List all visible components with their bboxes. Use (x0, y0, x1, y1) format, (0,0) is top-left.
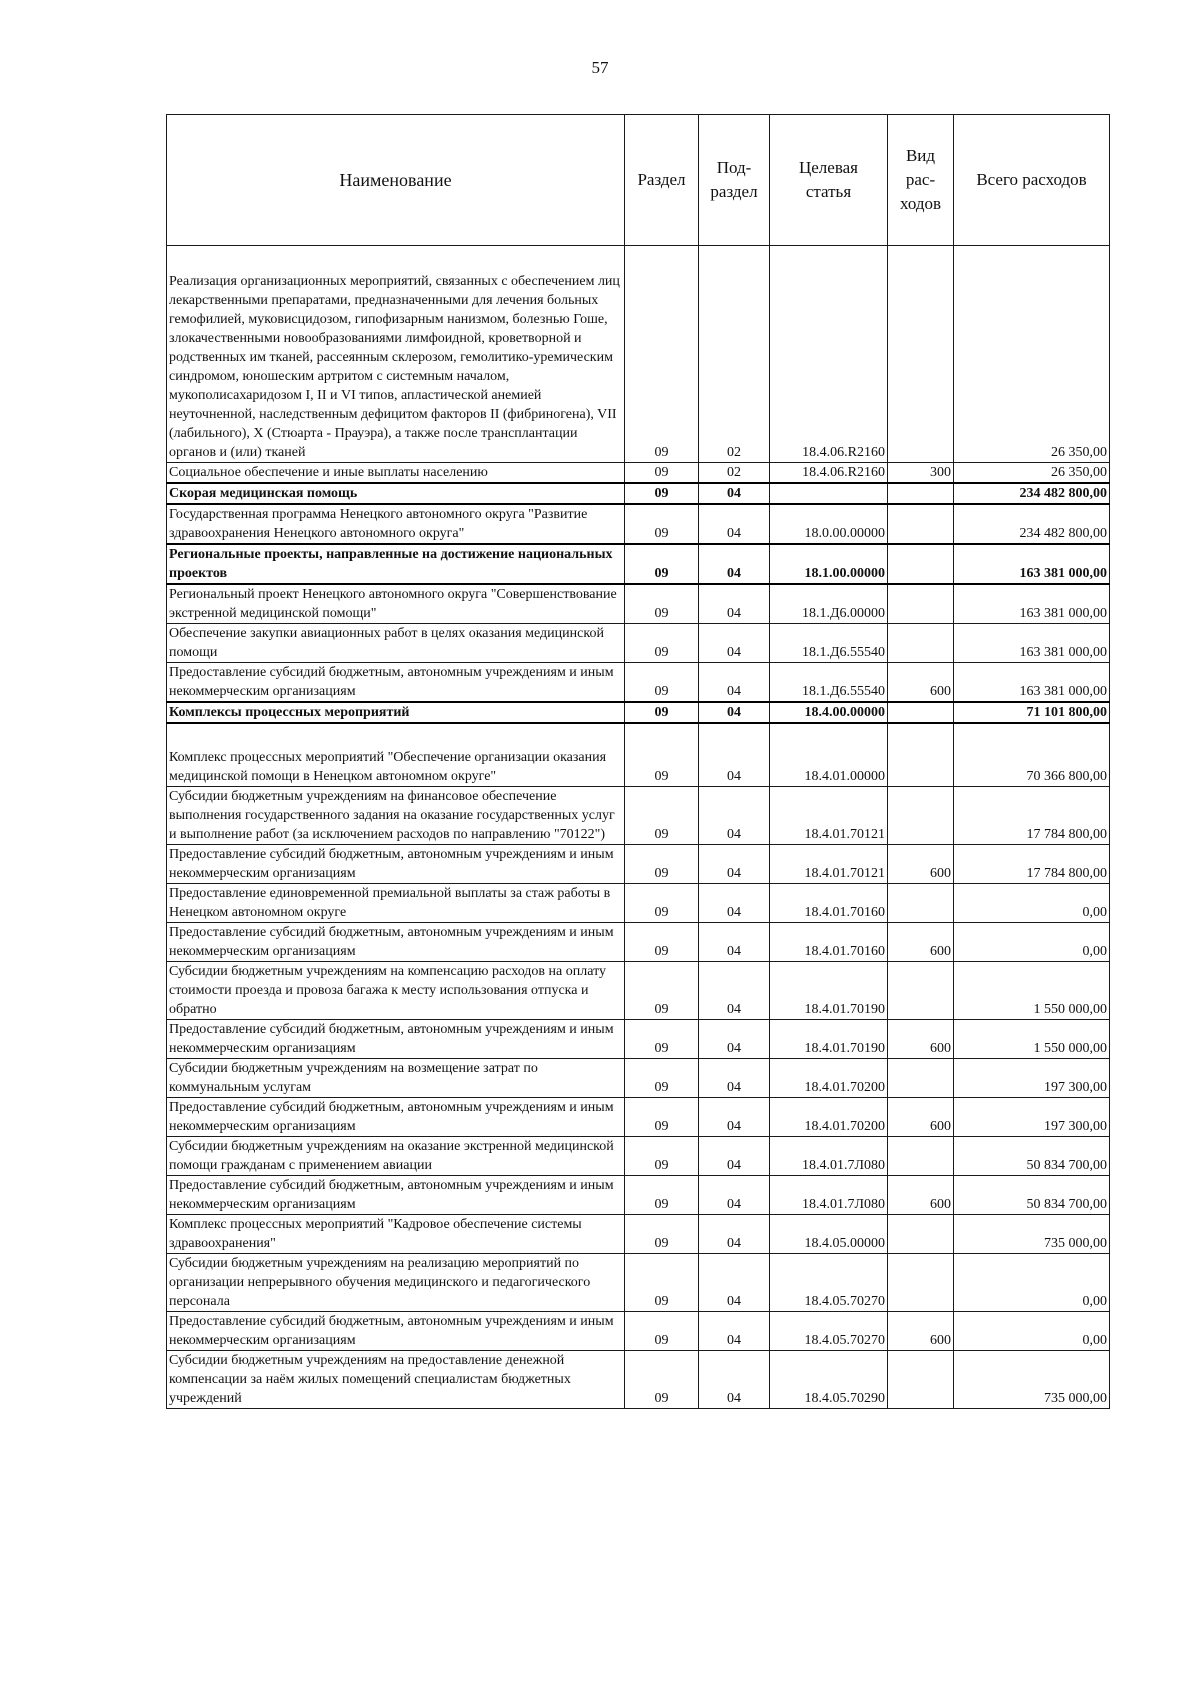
row-name-cell: Региональные проекты, направленные на достижение национальных проектов (167, 544, 625, 584)
row-expense-type-cell: 300 (888, 463, 954, 484)
table-row (167, 884, 1110, 923)
table-row (167, 463, 1110, 484)
row-expense-type-cell (888, 584, 954, 624)
row-article-cell: 18.4.01.7Л080 (770, 1137, 888, 1176)
row-section-cell: 09 (625, 1351, 699, 1409)
table-row (167, 1020, 1110, 1059)
row-article-cell: 18.4.06.R2160 (770, 463, 888, 484)
header-subsection: Под- раздел (699, 115, 770, 246)
row-name-cell: Комплекс процессных мероприятий "Обеспечение организации оказания медицинской помощи в Ненецком автономном округе" (167, 723, 625, 787)
row-total-cell: 163 381 000,00 (954, 584, 1110, 624)
table-row (167, 544, 1110, 584)
row-expense-type-cell (888, 504, 954, 544)
row-expense-type-cell: 600 (888, 1176, 954, 1215)
row-name-cell: Предоставление субсидий бюджетным, автономным учреждениям и иным некоммерческим организациям (167, 845, 625, 884)
row-total-cell: 50 834 700,00 (954, 1176, 1110, 1215)
row-total-cell: 163 381 000,00 (954, 544, 1110, 584)
row-expense-type-cell (888, 246, 954, 463)
row-article-cell: 18.4.01.70200 (770, 1059, 888, 1098)
row-section-cell: 09 (625, 1059, 699, 1098)
table-row (167, 1215, 1110, 1254)
row-subsection-cell: 04 (699, 1059, 770, 1098)
table-row (167, 1176, 1110, 1215)
table-row (167, 702, 1110, 723)
row-total-cell: 1 550 000,00 (954, 962, 1110, 1020)
row-total-cell: 17 784 800,00 (954, 787, 1110, 845)
row-subsection-cell: 04 (699, 1312, 770, 1351)
row-section-cell: 09 (625, 584, 699, 624)
row-total-cell: 234 482 800,00 (954, 504, 1110, 544)
row-section-cell: 09 (625, 1020, 699, 1059)
row-section-cell: 09 (625, 1312, 699, 1351)
row-total-cell: 17 784 800,00 (954, 845, 1110, 884)
row-article-cell: 18.4.05.70290 (770, 1351, 888, 1409)
row-section-cell: 09 (625, 1215, 699, 1254)
row-subsection-cell: 04 (699, 504, 770, 544)
row-name-cell: Социальное обеспечение и иные выплаты населению (167, 463, 625, 484)
row-article-cell: 18.4.06.R2160 (770, 246, 888, 463)
row-total-cell: 735 000,00 (954, 1215, 1110, 1254)
row-section-cell: 09 (625, 624, 699, 663)
row-subsection-cell: 04 (699, 923, 770, 962)
row-name-cell: Предоставление субсидий бюджетным, автономным учреждениям и иным некоммерческим организациям (167, 1098, 625, 1137)
row-subsection-cell: 04 (699, 483, 770, 504)
row-total-cell: 163 381 000,00 (954, 624, 1110, 663)
row-expense-type-cell (888, 962, 954, 1020)
row-name-cell: Субсидии бюджетным учреждениям на реализацию мероприятий по организации непрерывного обучения медицинского и педагогического персонала (167, 1254, 625, 1312)
table-header-row (167, 115, 1110, 246)
row-subsection-cell: 04 (699, 787, 770, 845)
row-section-cell: 09 (625, 1176, 699, 1215)
row-expense-type-cell (888, 787, 954, 845)
row-article-cell: 18.4.01.70190 (770, 962, 888, 1020)
header-target-article: Целевая статья (770, 115, 888, 246)
page-number: 57 (591, 58, 609, 77)
header-name: Наименование (167, 115, 625, 246)
row-section-cell: 09 (625, 702, 699, 723)
row-subsection-cell: 04 (699, 1176, 770, 1215)
row-expense-type-cell: 600 (888, 1098, 954, 1137)
header-section: Раздел (625, 115, 699, 246)
row-section-cell: 09 (625, 463, 699, 484)
table-row (167, 923, 1110, 962)
row-section-cell: 09 (625, 1137, 699, 1176)
row-subsection-cell: 04 (699, 702, 770, 723)
row-name-cell: Субсидии бюджетным учреждениям на оказание экстренной медицинской помощи гражданам с применением авиации (167, 1137, 625, 1176)
row-total-cell: 0,00 (954, 923, 1110, 962)
row-subsection-cell: 04 (699, 584, 770, 624)
row-expense-type-cell (888, 1137, 954, 1176)
row-name-cell: Субсидии бюджетным учреждениям на возмещение затрат по коммунальным услугам (167, 1059, 625, 1098)
row-article-cell: 18.4.05.00000 (770, 1215, 888, 1254)
row-section-cell: 09 (625, 845, 699, 884)
row-expense-type-cell (888, 483, 954, 504)
row-article-cell: 18.1.00.00000 (770, 544, 888, 584)
budget-table (166, 114, 1110, 1409)
row-name-cell: Субсидии бюджетным учреждениям на предоставление денежной компенсации за наём жилых помещений специалистам бюджетных учреждений (167, 1351, 625, 1409)
row-expense-type-cell: 600 (888, 923, 954, 962)
row-name-cell: Реализация организационных мероприятий, связанных с обеспечением лиц лекарственными препаратами, предназначенными для лечения больных гемофилией, муковисцидозом, гипофизарным нанизмом, болезнью Гоше, злокачественными новообразованиями лимфоидной, кроветворной и родственных им тканей, рассеянным склерозом, гемолитико-уремическим синдромом, юношеским артритом с системным началом, мукополисахаридозом I, II и VI типов, апластической анемией неуточненной, наследственным дефицитом факторов II (фибриногена), VII (лабильного), X (Стюарта - Прауэра), а также после трансплантации органов и (или) тканей (167, 246, 625, 463)
row-expense-type-cell: 600 (888, 663, 954, 703)
row-article-cell: 18.4.00.00000 (770, 702, 888, 723)
table-row (167, 624, 1110, 663)
row-section-cell: 09 (625, 483, 699, 504)
row-expense-type-cell: 600 (888, 1020, 954, 1059)
table-row (167, 1098, 1110, 1137)
table-row (167, 1254, 1110, 1312)
row-subsection-cell: 04 (699, 723, 770, 787)
row-subsection-cell: 04 (699, 1351, 770, 1409)
table-row (167, 1137, 1110, 1176)
row-article-cell: 18.0.00.00000 (770, 504, 888, 544)
header-total: Всего расходов (954, 115, 1110, 246)
row-subsection-cell: 04 (699, 962, 770, 1020)
table-row (167, 246, 1110, 463)
row-name-cell: Государственная программа Ненецкого автономного округа "Развитие здравоохранения Ненецкого автономного округа" (167, 504, 625, 544)
row-section-cell: 09 (625, 1098, 699, 1137)
row-total-cell: 0,00 (954, 1254, 1110, 1312)
table-row (167, 787, 1110, 845)
row-expense-type-cell (888, 624, 954, 663)
row-subsection-cell: 04 (699, 1098, 770, 1137)
header-expense-type: Вид рас- ходов (888, 115, 954, 246)
row-section-cell: 09 (625, 544, 699, 584)
row-name-cell: Предоставление субсидий бюджетным, автономным учреждениям и иным некоммерческим организациям (167, 1176, 625, 1215)
row-section-cell: 09 (625, 246, 699, 463)
row-expense-type-cell (888, 544, 954, 584)
table-row (167, 845, 1110, 884)
table-row (167, 723, 1110, 787)
row-subsection-cell: 02 (699, 463, 770, 484)
row-expense-type-cell (888, 1215, 954, 1254)
row-subsection-cell: 04 (699, 1137, 770, 1176)
row-total-cell: 163 381 000,00 (954, 663, 1110, 703)
row-total-cell: 0,00 (954, 1312, 1110, 1351)
row-section-cell: 09 (625, 1254, 699, 1312)
row-expense-type-cell (888, 723, 954, 787)
row-expense-type-cell: 600 (888, 845, 954, 884)
row-section-cell: 09 (625, 504, 699, 544)
row-total-cell: 26 350,00 (954, 463, 1110, 484)
row-expense-type-cell (888, 1254, 954, 1312)
row-article-cell: 18.4.05.70270 (770, 1312, 888, 1351)
row-name-cell: Предоставление субсидий бюджетным, автономным учреждениям и иным некоммерческим организациям (167, 923, 625, 962)
row-article-cell: 18.4.01.70160 (770, 923, 888, 962)
row-total-cell: 0,00 (954, 884, 1110, 923)
row-name-cell: Предоставление субсидий бюджетным, автономным учреждениям и иным некоммерческим организациям (167, 663, 625, 703)
row-subsection-cell: 04 (699, 1020, 770, 1059)
row-subsection-cell: 04 (699, 544, 770, 584)
table-row (167, 663, 1110, 703)
row-article-cell: 18.1.Д6.00000 (770, 584, 888, 624)
row-section-cell: 09 (625, 923, 699, 962)
table-row (167, 584, 1110, 624)
row-article-cell: 18.4.01.00000 (770, 723, 888, 787)
row-name-cell: Комплексы процессных мероприятий (167, 702, 625, 723)
row-name-cell: Региональный проект Ненецкого автономного округа "Совершенствование экстренной медицинской помощи" (167, 584, 625, 624)
row-article-cell: 18.4.01.70160 (770, 884, 888, 923)
row-total-cell: 197 300,00 (954, 1098, 1110, 1137)
row-subsection-cell: 04 (699, 1254, 770, 1312)
row-article-cell: 18.1.Д6.55540 (770, 663, 888, 703)
row-section-cell: 09 (625, 663, 699, 703)
table-row (167, 1351, 1110, 1409)
row-total-cell: 26 350,00 (954, 246, 1110, 463)
row-name-cell: Предоставление субсидий бюджетным, автономным учреждениям и иным некоммерческим организациям (167, 1312, 625, 1351)
row-subsection-cell: 04 (699, 624, 770, 663)
row-total-cell: 735 000,00 (954, 1351, 1110, 1409)
row-total-cell: 50 834 700,00 (954, 1137, 1110, 1176)
row-expense-type-cell (888, 884, 954, 923)
row-subsection-cell: 04 (699, 845, 770, 884)
row-section-cell: 09 (625, 787, 699, 845)
row-article-cell: 18.4.01.7Л080 (770, 1176, 888, 1215)
row-subsection-cell: 04 (699, 1215, 770, 1254)
row-name-cell: Комплекс процессных мероприятий "Кадровое обеспечение системы здравоохранения" (167, 1215, 625, 1254)
row-article-cell: 18.4.05.70270 (770, 1254, 888, 1312)
row-total-cell: 71 101 800,00 (954, 702, 1110, 723)
row-total-cell: 70 366 800,00 (954, 723, 1110, 787)
row-name-cell: Субсидии бюджетным учреждениям на компенсацию расходов на оплату стоимости проезда и провоза багажа к месту использования отпуска и обратно (167, 962, 625, 1020)
row-article-cell: 18.4.01.70200 (770, 1098, 888, 1137)
row-section-cell: 09 (625, 962, 699, 1020)
row-name-cell: Обеспечение закупки авиационных работ в целях оказания медицинской помощи (167, 624, 625, 663)
row-name-cell: Предоставление субсидий бюджетным, автономным учреждениям и иным некоммерческим организациям (167, 1020, 625, 1059)
row-expense-type-cell (888, 1059, 954, 1098)
row-subsection-cell: 02 (699, 246, 770, 463)
row-expense-type-cell (888, 702, 954, 723)
row-article-cell: 18.4.01.70121 (770, 787, 888, 845)
row-article-cell (770, 483, 888, 504)
row-expense-type-cell (888, 1351, 954, 1409)
table-row (167, 1312, 1110, 1351)
row-article-cell: 18.1.Д6.55540 (770, 624, 888, 663)
row-article-cell: 18.4.01.70190 (770, 1020, 888, 1059)
row-name-cell: Субсидии бюджетным учреждениям на финансовое обеспечение выполнения государственного задания на оказание государственных услуг и выполнение работ (за исключением расходов по направлению "70122") (167, 787, 625, 845)
table-row (167, 483, 1110, 504)
table-row (167, 1059, 1110, 1098)
table-row (167, 504, 1110, 544)
row-total-cell: 197 300,00 (954, 1059, 1110, 1098)
row-name-cell: Скорая медицинская помощь (167, 483, 625, 504)
row-total-cell: 1 550 000,00 (954, 1020, 1110, 1059)
row-name-cell: Предоставление единовременной премиальной выплаты за стаж работы в Ненецком автономном округе (167, 884, 625, 923)
row-subsection-cell: 04 (699, 663, 770, 703)
row-total-cell: 234 482 800,00 (954, 483, 1110, 504)
row-subsection-cell: 04 (699, 884, 770, 923)
row-article-cell: 18.4.01.70121 (770, 845, 888, 884)
table-body (167, 246, 1110, 1409)
row-section-cell: 09 (625, 723, 699, 787)
table-row (167, 962, 1110, 1020)
row-section-cell: 09 (625, 884, 699, 923)
row-expense-type-cell: 600 (888, 1312, 954, 1351)
